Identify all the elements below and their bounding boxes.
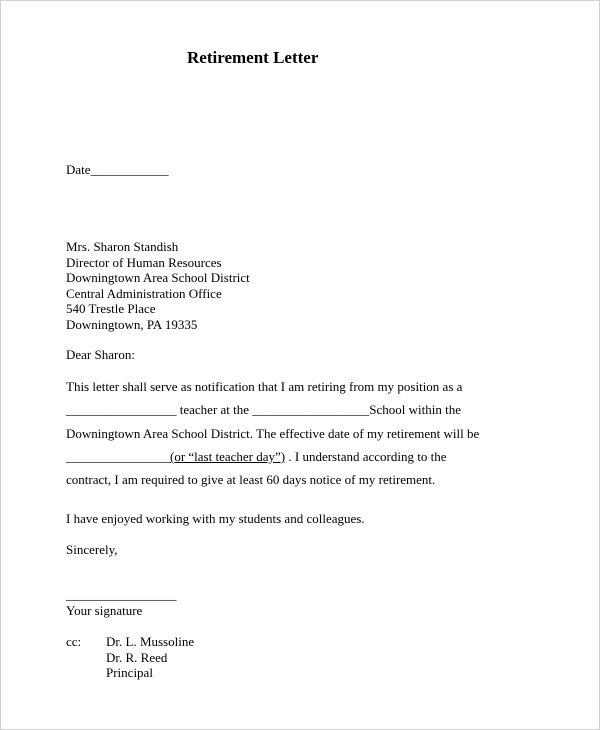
cc-recipient: Dr. R. Reed — [106, 650, 168, 665]
cc-recipient: Dr. L. Mussoline — [106, 634, 195, 649]
cc-label: cc: — [66, 634, 82, 649]
recipient-city: Downingtown, PA 19335 — [66, 317, 198, 332]
letter-title: Retirement Letter — [187, 48, 319, 67]
signature-label: Your signature — [66, 603, 143, 618]
recipient-organization: Downingtown Area School District — [66, 270, 250, 285]
body-line-effective-date — [66, 449, 447, 465]
closing: Sincerely, — [66, 542, 118, 557]
salutation: Dear Sharon: — [66, 347, 135, 362]
body-line: contract, I am required to give at least 60 days notice of my retirement. — [66, 472, 436, 487]
effective-date-blank: ________________ — [66, 449, 170, 464]
body-line-suffix: . I understand according to the — [285, 449, 447, 464]
signature-line: _________________ — [66, 587, 177, 602]
body-line: _________________ teacher at the __________________School within the — [66, 402, 462, 417]
recipient-street: 540 Trestle Place — [66, 301, 156, 316]
date-line: Date____________ — [66, 162, 169, 177]
last-teacher-day-note: (or “last teacher day”) — [170, 449, 286, 464]
recipient-position: Director of Human Resources — [66, 255, 222, 270]
cc-recipient: Principal — [106, 665, 153, 680]
body-line: Downingtown Area School District. The effective date of my retirement will be — [66, 426, 480, 441]
body-line: This letter shall serve as notification that I am retiring from my position as a — [66, 379, 463, 394]
enjoyed-line: I have enjoyed working with my students and colleagues. — [66, 511, 365, 526]
recipient-office: Central Administration Office — [66, 286, 222, 301]
recipient-name: Mrs. Sharon Standish — [66, 239, 179, 254]
